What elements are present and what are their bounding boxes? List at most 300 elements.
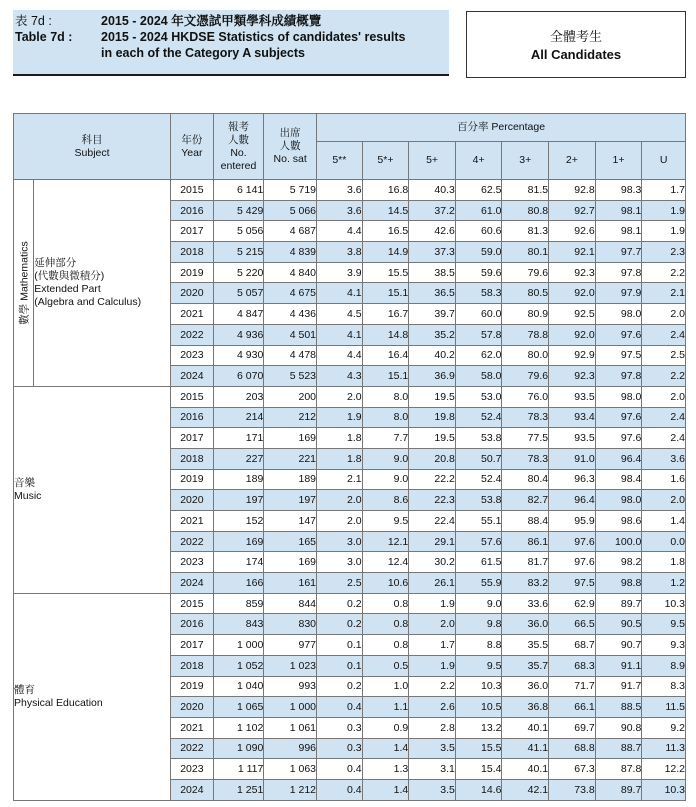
value-cell: 1 040 xyxy=(213,676,264,697)
value-cell: 33.6 xyxy=(502,593,549,614)
year-cell: 2022 xyxy=(171,738,214,759)
value-cell: 9.5 xyxy=(362,511,409,532)
year-cell: 2023 xyxy=(171,552,214,573)
value-cell: 62.9 xyxy=(549,593,596,614)
year-cell: 2018 xyxy=(171,448,214,469)
value-cell: 1 052 xyxy=(213,655,264,676)
year-cell: 2022 xyxy=(171,531,214,552)
value-cell: 95.9 xyxy=(549,511,596,532)
value-cell: 4 687 xyxy=(264,221,317,242)
value-cell: 15.1 xyxy=(362,366,409,387)
value-cell: 36.5 xyxy=(409,283,456,304)
header-percentage: 百分率 Percentage xyxy=(317,114,686,142)
value-cell: 2.2 xyxy=(642,262,686,283)
value-cell: 92.3 xyxy=(549,262,596,283)
value-cell: 57.8 xyxy=(455,324,502,345)
value-cell: 11.5 xyxy=(642,697,686,718)
value-cell: 16.5 xyxy=(362,221,409,242)
value-cell: 212 xyxy=(264,407,317,428)
math-vertical-label: 數學 Mathematics xyxy=(18,241,31,325)
value-cell: 30.2 xyxy=(409,552,456,573)
table-label-en: Table 7d : xyxy=(15,30,73,44)
value-cell: 1 065 xyxy=(213,697,264,718)
value-cell: 36.9 xyxy=(409,366,456,387)
value-cell: 1.8 xyxy=(317,428,363,449)
value-cell: 1 061 xyxy=(264,717,317,738)
year-cell: 2022 xyxy=(171,324,214,345)
value-cell: 98.0 xyxy=(595,490,642,511)
value-cell: 4 675 xyxy=(264,283,317,304)
value-cell: 7.7 xyxy=(362,428,409,449)
value-cell: 1.7 xyxy=(409,635,456,656)
value-cell: 15.4 xyxy=(455,759,502,780)
value-cell: 996 xyxy=(264,738,317,759)
value-cell: 12.2 xyxy=(642,759,686,780)
year-cell: 2021 xyxy=(171,717,214,738)
value-cell: 843 xyxy=(213,614,264,635)
year-cell: 2019 xyxy=(171,676,214,697)
value-cell: 13.2 xyxy=(455,717,502,738)
value-cell: 80.0 xyxy=(502,345,549,366)
value-cell: 98.0 xyxy=(595,386,642,407)
value-cell: 1.9 xyxy=(642,200,686,221)
year-cell: 2018 xyxy=(171,655,214,676)
value-cell: 98.1 xyxy=(595,200,642,221)
value-cell: 6 070 xyxy=(213,366,264,387)
value-cell: 92.1 xyxy=(549,242,596,263)
value-cell: 97.7 xyxy=(595,242,642,263)
math-extended-part-label xyxy=(34,180,171,387)
value-cell: 80.9 xyxy=(502,304,549,325)
table-title-en-line1: 2015 - 2024 HKDSE Statistics of candidates' results xyxy=(101,30,406,44)
table-body xyxy=(14,180,686,801)
music-subject-label xyxy=(14,386,171,593)
value-cell: 36.8 xyxy=(502,697,549,718)
math-subject-vertical xyxy=(14,180,34,387)
header-year: 年份 Year xyxy=(171,114,214,180)
value-cell: 89.7 xyxy=(595,779,642,800)
value-cell: 59.6 xyxy=(455,262,502,283)
value-cell: 55.9 xyxy=(455,573,502,594)
subject-label-line: Extended Part xyxy=(34,282,101,295)
value-cell: 68.7 xyxy=(549,635,596,656)
value-cell: 61.0 xyxy=(455,200,502,221)
year-cell: 2015 xyxy=(171,386,214,407)
value-cell: 11.3 xyxy=(642,738,686,759)
value-cell: 91.0 xyxy=(549,448,596,469)
value-cell: 200 xyxy=(264,386,317,407)
value-cell: 0.2 xyxy=(317,593,363,614)
value-cell: 14.5 xyxy=(362,200,409,221)
value-cell: 8.3 xyxy=(642,676,686,697)
value-cell: 58.0 xyxy=(455,366,502,387)
table-row xyxy=(14,180,686,201)
value-cell: 977 xyxy=(264,635,317,656)
value-cell: 62.0 xyxy=(455,345,502,366)
value-cell: 97.6 xyxy=(595,428,642,449)
value-cell: 16.7 xyxy=(362,304,409,325)
value-cell: 3.5 xyxy=(409,779,456,800)
year-cell: 2016 xyxy=(171,407,214,428)
value-cell: 66.5 xyxy=(549,614,596,635)
statistics-table xyxy=(13,113,686,801)
value-cell: 5 066 xyxy=(264,200,317,221)
value-cell: 8.6 xyxy=(362,490,409,511)
value-cell: 96.4 xyxy=(595,448,642,469)
value-cell: 4 478 xyxy=(264,345,317,366)
value-cell: 80.4 xyxy=(502,469,549,490)
subject-label-line: Physical Education xyxy=(14,696,103,709)
value-cell: 14.9 xyxy=(362,242,409,263)
value-cell: 20.8 xyxy=(409,448,456,469)
value-cell: 97.6 xyxy=(595,407,642,428)
value-cell: 35.5 xyxy=(502,635,549,656)
value-cell: 52.4 xyxy=(455,469,502,490)
value-cell: 993 xyxy=(264,676,317,697)
value-cell: 1.9 xyxy=(642,221,686,242)
value-cell: 81.7 xyxy=(502,552,549,573)
value-cell: 4.4 xyxy=(317,345,363,366)
value-cell: 0.2 xyxy=(317,676,363,697)
value-cell: 10.3 xyxy=(642,779,686,800)
value-cell: 82.7 xyxy=(502,490,549,511)
value-cell: 42.1 xyxy=(502,779,549,800)
value-cell: 8.8 xyxy=(455,635,502,656)
value-cell: 9.0 xyxy=(362,448,409,469)
value-cell: 97.9 xyxy=(595,283,642,304)
value-cell: 97.6 xyxy=(595,324,642,345)
value-cell: 5 056 xyxy=(213,221,264,242)
value-cell: 98.1 xyxy=(595,221,642,242)
year-cell: 2017 xyxy=(171,428,214,449)
year-cell: 2017 xyxy=(171,635,214,656)
value-cell: 1 023 xyxy=(264,655,317,676)
value-cell: 92.8 xyxy=(549,180,596,201)
value-cell: 42.6 xyxy=(409,221,456,242)
value-cell: 1.4 xyxy=(362,738,409,759)
value-cell: 0.1 xyxy=(317,655,363,676)
value-cell: 189 xyxy=(264,469,317,490)
year-cell: 2016 xyxy=(171,200,214,221)
value-cell: 98.6 xyxy=(595,511,642,532)
subject-label-line: Music xyxy=(14,489,42,502)
value-cell: 9.5 xyxy=(455,655,502,676)
value-cell: 78.3 xyxy=(502,448,549,469)
value-cell: 169 xyxy=(264,428,317,449)
value-cell: 68.3 xyxy=(549,655,596,676)
value-cell: 0.4 xyxy=(317,759,363,780)
value-cell: 22.4 xyxy=(409,511,456,532)
value-cell: 1.9 xyxy=(409,593,456,614)
value-cell: 169 xyxy=(264,552,317,573)
value-cell: 4.1 xyxy=(317,283,363,304)
value-cell: 35.7 xyxy=(502,655,549,676)
value-cell: 98.4 xyxy=(595,469,642,490)
value-cell: 9.5 xyxy=(642,614,686,635)
value-cell: 9.8 xyxy=(455,614,502,635)
value-cell: 96.4 xyxy=(549,490,596,511)
value-cell: 147 xyxy=(264,511,317,532)
table-title-zh: 2015 - 2024 年文憑試甲類學科成績概覽 xyxy=(101,14,322,28)
value-cell: 169 xyxy=(213,531,264,552)
value-cell: 91.7 xyxy=(595,676,642,697)
value-cell: 2.2 xyxy=(409,676,456,697)
value-cell: 174 xyxy=(213,552,264,573)
value-cell: 36.0 xyxy=(502,676,549,697)
value-cell: 830 xyxy=(264,614,317,635)
year-cell: 2024 xyxy=(171,573,214,594)
value-cell: 97.5 xyxy=(549,573,596,594)
grade-header: 4+ xyxy=(455,142,502,180)
value-cell: 76.0 xyxy=(502,386,549,407)
value-cell: 73.8 xyxy=(549,779,596,800)
value-cell: 66.1 xyxy=(549,697,596,718)
value-cell: 5 220 xyxy=(213,262,264,283)
subject-label-line: 體育 xyxy=(14,683,35,696)
value-cell: 9.0 xyxy=(362,469,409,490)
value-cell: 1.7 xyxy=(642,180,686,201)
table-row xyxy=(14,386,686,407)
year-cell: 2024 xyxy=(171,779,214,800)
value-cell: 227 xyxy=(213,448,264,469)
value-cell: 12.4 xyxy=(362,552,409,573)
value-cell: 4 436 xyxy=(264,304,317,325)
value-cell: 197 xyxy=(264,490,317,511)
value-cell: 2.6 xyxy=(409,697,456,718)
value-cell: 3.9 xyxy=(317,262,363,283)
value-cell: 152 xyxy=(213,511,264,532)
value-cell: 37.2 xyxy=(409,200,456,221)
value-cell: 68.8 xyxy=(549,738,596,759)
value-cell: 4 847 xyxy=(213,304,264,325)
value-cell: 92.7 xyxy=(549,200,596,221)
value-cell: 3.0 xyxy=(317,531,363,552)
value-cell: 844 xyxy=(264,593,317,614)
value-cell: 19.8 xyxy=(409,407,456,428)
year-cell: 2017 xyxy=(171,221,214,242)
value-cell: 1.6 xyxy=(642,469,686,490)
value-cell: 2.0 xyxy=(642,304,686,325)
value-cell: 50.7 xyxy=(455,448,502,469)
value-cell: 52.4 xyxy=(455,407,502,428)
value-cell: 3.0 xyxy=(317,552,363,573)
value-cell: 98.8 xyxy=(595,573,642,594)
value-cell: 2.4 xyxy=(642,428,686,449)
value-cell: 87.8 xyxy=(595,759,642,780)
value-cell: 61.5 xyxy=(455,552,502,573)
value-cell: 96.3 xyxy=(549,469,596,490)
value-cell: 2.4 xyxy=(642,407,686,428)
value-cell: 80.8 xyxy=(502,200,549,221)
year-cell: 2024 xyxy=(171,366,214,387)
value-cell: 14.6 xyxy=(455,779,502,800)
value-cell: 3.8 xyxy=(317,242,363,263)
value-cell: 97.6 xyxy=(549,552,596,573)
year-cell: 2015 xyxy=(171,180,214,201)
value-cell: 88.7 xyxy=(595,738,642,759)
value-cell: 189 xyxy=(213,469,264,490)
value-cell: 59.0 xyxy=(455,242,502,263)
value-cell: 0.8 xyxy=(362,635,409,656)
value-cell: 0.5 xyxy=(362,655,409,676)
value-cell: 221 xyxy=(264,448,317,469)
grade-header: 5*+ xyxy=(362,142,409,180)
value-cell: 98.0 xyxy=(595,304,642,325)
value-cell: 16.8 xyxy=(362,180,409,201)
value-cell: 19.5 xyxy=(409,386,456,407)
value-cell: 4 930 xyxy=(213,345,264,366)
value-cell: 40.3 xyxy=(409,180,456,201)
value-cell: 78.8 xyxy=(502,324,549,345)
subject-label-line: 延伸部分 xyxy=(34,256,77,269)
value-cell: 90.7 xyxy=(595,635,642,656)
candidates-box xyxy=(466,11,686,78)
value-cell: 8.0 xyxy=(362,407,409,428)
value-cell: 2.3 xyxy=(642,242,686,263)
value-cell: 97.6 xyxy=(549,531,596,552)
table-row xyxy=(14,593,686,614)
value-cell: 38.5 xyxy=(409,262,456,283)
value-cell: 4.4 xyxy=(317,221,363,242)
table-header xyxy=(14,114,686,180)
value-cell: 88.5 xyxy=(595,697,642,718)
value-cell: 0.9 xyxy=(362,717,409,738)
table-title-en-line2: in each of the Category A subjects xyxy=(101,46,305,60)
value-cell: 62.5 xyxy=(455,180,502,201)
value-cell: 4 840 xyxy=(264,262,317,283)
value-cell: 1.1 xyxy=(362,697,409,718)
value-cell: 2.0 xyxy=(317,511,363,532)
value-cell: 98.2 xyxy=(595,552,642,573)
value-cell: 165 xyxy=(264,531,317,552)
header-entered: 報考 人數 No. entered xyxy=(213,114,264,180)
value-cell: 1 251 xyxy=(213,779,264,800)
year-cell: 2020 xyxy=(171,283,214,304)
value-cell: 92.5 xyxy=(549,304,596,325)
value-cell: 8.9 xyxy=(642,655,686,676)
value-cell: 3.6 xyxy=(317,200,363,221)
year-cell: 2020 xyxy=(171,490,214,511)
value-cell: 5 429 xyxy=(213,200,264,221)
value-cell: 53.0 xyxy=(455,386,502,407)
value-cell: 0.0 xyxy=(642,531,686,552)
value-cell: 1 102 xyxy=(213,717,264,738)
value-cell: 100.0 xyxy=(595,531,642,552)
value-cell: 214 xyxy=(213,407,264,428)
value-cell: 3.5 xyxy=(409,738,456,759)
subject-label-line: (Algebra and Calculus) xyxy=(34,295,142,308)
value-cell: 40.1 xyxy=(502,759,549,780)
value-cell: 1 063 xyxy=(264,759,317,780)
value-cell: 197 xyxy=(213,490,264,511)
value-cell: 55.1 xyxy=(455,511,502,532)
value-cell: 4.1 xyxy=(317,324,363,345)
value-cell: 19.5 xyxy=(409,428,456,449)
value-cell: 67.3 xyxy=(549,759,596,780)
value-cell: 0.8 xyxy=(362,593,409,614)
value-cell: 0.2 xyxy=(317,614,363,635)
value-cell: 80.5 xyxy=(502,283,549,304)
value-cell: 35.2 xyxy=(409,324,456,345)
value-cell: 1.8 xyxy=(317,448,363,469)
value-cell: 1 117 xyxy=(213,759,264,780)
value-cell: 1 000 xyxy=(264,697,317,718)
value-cell: 1.2 xyxy=(642,573,686,594)
value-cell: 4 501 xyxy=(264,324,317,345)
value-cell: 4 936 xyxy=(213,324,264,345)
value-cell: 15.5 xyxy=(362,262,409,283)
value-cell: 12.1 xyxy=(362,531,409,552)
value-cell: 90.5 xyxy=(595,614,642,635)
value-cell: 53.8 xyxy=(455,428,502,449)
value-cell: 2.0 xyxy=(317,490,363,511)
value-cell: 97.5 xyxy=(595,345,642,366)
grade-header: U xyxy=(642,142,686,180)
value-cell: 2.1 xyxy=(317,469,363,490)
value-cell: 93.5 xyxy=(549,428,596,449)
value-cell: 79.6 xyxy=(502,262,549,283)
grade-header: 1+ xyxy=(595,142,642,180)
value-cell: 5 523 xyxy=(264,366,317,387)
value-cell: 58.3 xyxy=(455,283,502,304)
value-cell: 60.0 xyxy=(455,304,502,325)
value-cell: 5 057 xyxy=(213,283,264,304)
value-cell: 3.6 xyxy=(317,180,363,201)
year-cell: 2020 xyxy=(171,697,214,718)
value-cell: 10.6 xyxy=(362,573,409,594)
grade-header: 3+ xyxy=(502,142,549,180)
value-cell: 859 xyxy=(213,593,264,614)
value-cell: 8.0 xyxy=(362,386,409,407)
value-cell: 60.6 xyxy=(455,221,502,242)
value-cell: 97.8 xyxy=(595,262,642,283)
value-cell: 86.1 xyxy=(502,531,549,552)
value-cell: 4.5 xyxy=(317,304,363,325)
value-cell: 92.3 xyxy=(549,366,596,387)
value-cell: 37.3 xyxy=(409,242,456,263)
value-cell: 0.4 xyxy=(317,697,363,718)
value-cell: 39.7 xyxy=(409,304,456,325)
value-cell: 9.2 xyxy=(642,717,686,738)
value-cell: 1.8 xyxy=(642,552,686,573)
year-cell: 2019 xyxy=(171,262,214,283)
value-cell: 10.3 xyxy=(642,593,686,614)
value-cell: 81.5 xyxy=(502,180,549,201)
value-cell: 2.5 xyxy=(642,345,686,366)
value-cell: 57.6 xyxy=(455,531,502,552)
value-cell: 4.3 xyxy=(317,366,363,387)
value-cell: 171 xyxy=(213,428,264,449)
value-cell: 1 212 xyxy=(264,779,317,800)
value-cell: 80.1 xyxy=(502,242,549,263)
grade-header: 5+ xyxy=(409,142,456,180)
value-cell: 93.4 xyxy=(549,407,596,428)
value-cell: 15.1 xyxy=(362,283,409,304)
value-cell: 1 000 xyxy=(213,635,264,656)
subject-label-line: (代數與微積分) xyxy=(34,269,105,282)
value-cell: 53.8 xyxy=(455,490,502,511)
value-cell: 90.8 xyxy=(595,717,642,738)
value-cell: 69.7 xyxy=(549,717,596,738)
value-cell: 15.5 xyxy=(455,738,502,759)
value-cell: 41.1 xyxy=(502,738,549,759)
value-cell: 89.7 xyxy=(595,593,642,614)
year-cell: 2023 xyxy=(171,759,214,780)
header-subject: 科目 Subject xyxy=(14,114,171,180)
value-cell: 10.3 xyxy=(455,676,502,697)
value-cell: 92.0 xyxy=(549,283,596,304)
value-cell: 2.0 xyxy=(642,490,686,511)
